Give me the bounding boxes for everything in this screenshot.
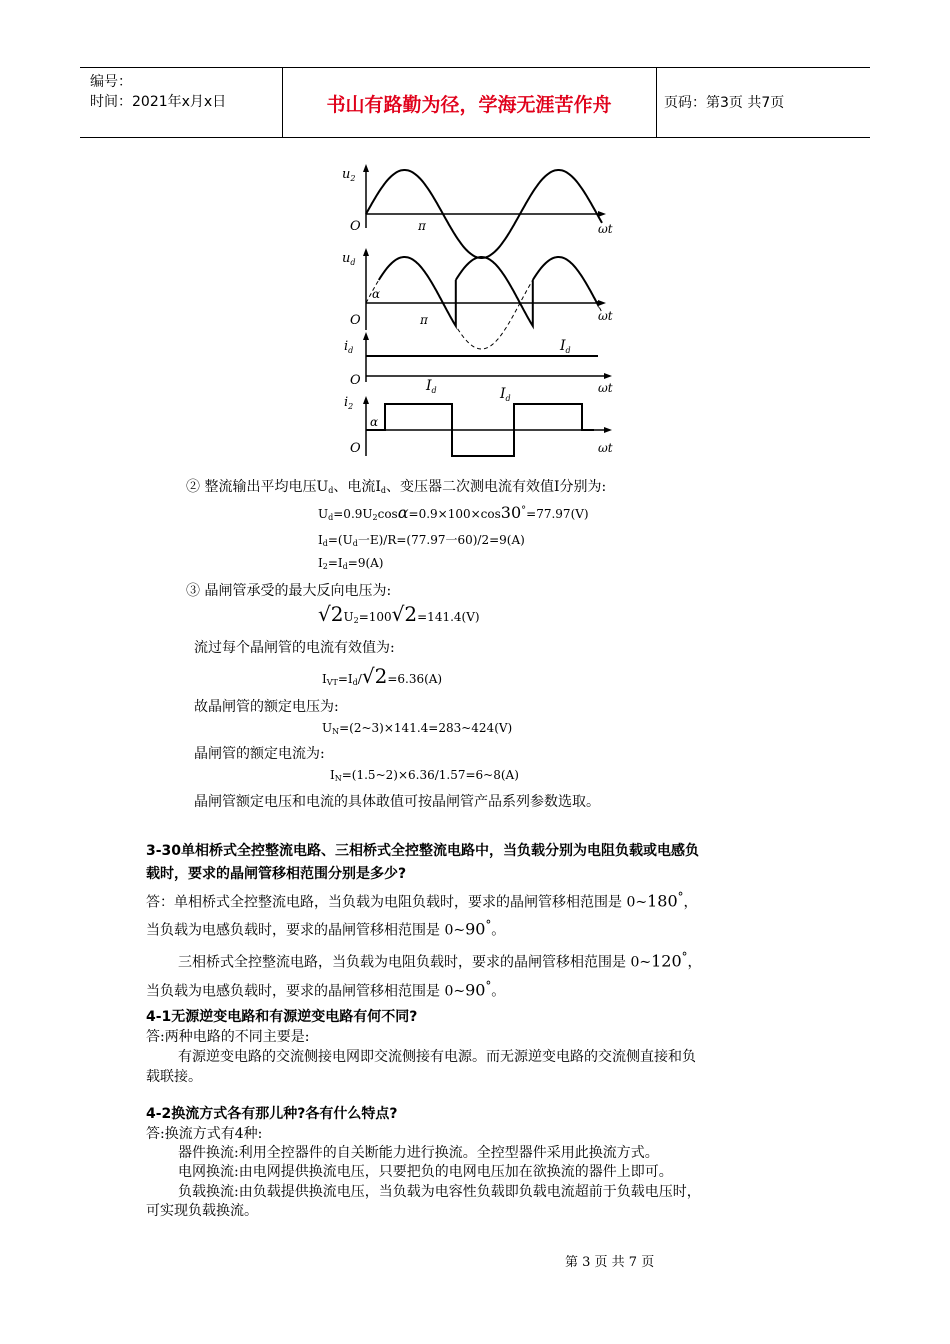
question-4-1: 4-1无源逆变电路和有源逆变电路有何不同? bbox=[146, 1009, 418, 1025]
answer-4-1-line3: 载联接。 bbox=[146, 1069, 202, 1085]
pi-label: π bbox=[420, 313, 428, 327]
formula-ud: $U_d=0.9U_2\cos\alpha=0.9\times 100\times\cos 30^\circ=77.97(V)$ bbox=[318, 503, 589, 522]
answer-3-30-line2: 当负载为电感负载时，要求的晶闸管移相范围是 0~90°。 bbox=[146, 918, 506, 939]
pi-label: π bbox=[418, 219, 426, 233]
i2-panel bbox=[344, 378, 613, 456]
formula-i2: $I_2=I_d=9(A)$ bbox=[318, 556, 384, 571]
item2-intro: ② 整流输出平均电压$U_d$、电流$I_d$、变压器二次测电流有效值I分别为: bbox=[186, 479, 607, 495]
alpha-label: α bbox=[372, 287, 381, 301]
ud-label: $u_d$ bbox=[342, 251, 356, 267]
item3-heading: ③ 晶闸管承受的最大反向电压为: bbox=[186, 583, 392, 599]
question-4-2: 4-2换流方式各有那儿种?各有什么特点? bbox=[146, 1106, 398, 1122]
id-label: $i_d$ bbox=[344, 339, 354, 355]
answer-4-1-line1: 答:两种电路的不同主要是: bbox=[146, 1029, 310, 1045]
answer-3-30-line1: 答：单相桥式全控整流电路，当负载为电阻负载时，要求的晶闸管移相范围是 0~180°， bbox=[146, 890, 698, 911]
answer-4-2-line1: 答:换流方式有4种: bbox=[146, 1126, 263, 1142]
Id-label: $I_d$ bbox=[426, 378, 437, 395]
question-3-30-line2: 载时，要求的晶闸管移相范围分别是多少? bbox=[146, 866, 407, 882]
selection-note: 晶闸管额定电压和电流的具体敢值可按晶闸管产品系列参数选取。 bbox=[194, 794, 600, 810]
formula-in: $I_N=(1.5\sim 2)\times 6.36/1.57=6\sim 8(A)$ bbox=[330, 768, 519, 783]
i2-label: $i_2$ bbox=[344, 395, 354, 411]
wt-label: ωt bbox=[598, 381, 613, 395]
page-footer: 第 3 页 共 7 页 bbox=[565, 1255, 655, 1270]
answer-4-2-line2: 器件换流:利用全控器件的自关断能力进行换流。全控型器件采用此换流方式。 bbox=[178, 1145, 659, 1161]
alpha-label: α bbox=[370, 415, 379, 429]
header-date: 时间：2021年x月x日 bbox=[90, 94, 227, 110]
header-divider bbox=[656, 68, 657, 137]
id-panel bbox=[344, 332, 613, 395]
question-3-30-line1: 3-30单相桥式全控整流电路、三相桥式全控整流电路中，当负载分别为电阻负载或电感负 bbox=[146, 843, 700, 859]
formula-un: $U_N=(2\sim 3)\times 141.4=283\sim 424(V)$ bbox=[322, 721, 513, 736]
header-motto: 书山有路勤为径，学海无涯苦作舟 bbox=[326, 94, 612, 116]
header-number: 编号： bbox=[90, 74, 132, 90]
wt-label: ωt bbox=[598, 441, 613, 455]
origin-label: O bbox=[350, 219, 361, 234]
u2-label: $u_2$ bbox=[342, 167, 356, 183]
origin-label: O bbox=[350, 373, 361, 388]
waveform-figure bbox=[330, 158, 620, 460]
answer-4-2-line5: 可实现负载换流。 bbox=[146, 1203, 258, 1219]
wt-label: ωt bbox=[598, 309, 613, 323]
page-header bbox=[80, 67, 870, 138]
rated-current-label: 晶闸管的额定电流为: bbox=[194, 746, 325, 762]
rated-voltage-label: 故晶闸管的额定电压为: bbox=[194, 699, 339, 715]
Id-label: $I_d$ bbox=[560, 338, 571, 355]
answer-3-30-line3: 三相桥式全控整流电路，当负载为电阻负载时，要求的晶闸管移相范围是 0~120°， bbox=[178, 950, 702, 971]
answer-3-30-line4: 当负载为电感负载时，要求的晶闸管移相范围是 0~90°。 bbox=[146, 979, 506, 1000]
ud-panel bbox=[342, 248, 613, 349]
formula-max-reverse-voltage: $√2U_2=100√2=141.4(V)$ bbox=[318, 602, 480, 626]
header-meta bbox=[90, 72, 226, 112]
header-page-info: 页码：第3页 共7页 bbox=[664, 95, 785, 111]
u2-panel bbox=[342, 164, 613, 258]
answer-4-2-line3: 电网换流:由电网提供换流电压，只要把负的电网电压加在欲换流的器件上即可。 bbox=[178, 1164, 673, 1180]
formula-id: $I_d=(U_d$一E)/R=(77.97一60)/2=9(A) bbox=[318, 533, 525, 548]
formula-ivt: $I_{VT}=I_d/√2=6.36(A)$ bbox=[322, 664, 443, 688]
answer-4-2-line4: 负载换流:由负载提供换流电压，当负载为电容性负载即负载电流超前于负载电压时， bbox=[178, 1184, 701, 1200]
origin-label: O bbox=[350, 313, 361, 328]
origin-label: O bbox=[350, 441, 361, 456]
current-eff-label: 流过每个晶闸管的电流有效值为: bbox=[194, 640, 395, 656]
wt-label: ωt bbox=[598, 222, 613, 236]
answer-4-1-line2: 有源逆变电路的交流侧接电网即交流侧接有电源。而无源逆变电路的交流侧直接和负 bbox=[178, 1049, 696, 1065]
Id-label: $I_d$ bbox=[500, 386, 511, 403]
